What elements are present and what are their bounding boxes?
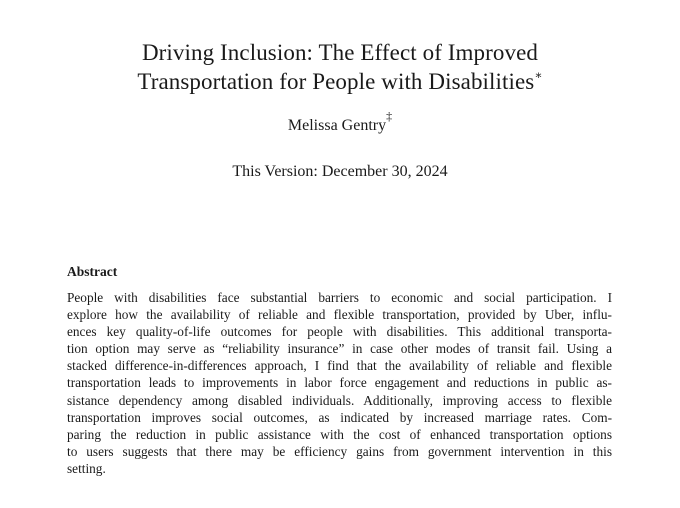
abstract-line: sistance dependency among disabled individuals. Additionally, improving access to flexible [67,392,612,408]
abstract-line: ences key quality-of-life outcomes for people with disabilities. This additional transporta- [67,324,612,340]
paper-title [0,38,680,96]
version-date: This Version: December 30, 2024 [232,163,448,180]
title-line-2 [0,67,680,96]
abstract-body [67,289,612,477]
title-line-2-text: Transportation for People with Disabilities [137,69,535,94]
author-name [0,109,680,136]
abstract-line: setting. [67,460,106,476]
author-name-text: Melissa Gentry [287,117,387,134]
abstract-line: stacked difference-in-differences approach, I find that the availability of reliable and flexible [67,358,612,374]
abstract-line: transportation improves social outcomes, as indicated by increased marriage rates. Com- [67,409,612,425]
abstract-line: transportation leads to improvements in labor force engagement and reductions in public as- [67,375,612,391]
abstract-line: explore how the availability of reliable and flexible transportation, provided by Uber, influ- [67,307,612,323]
abstract-line: tion option may serve as “reliability insurance” in case other modes of transit fail. Using a [67,341,612,357]
title-footnote-marker: ∗ [534,68,543,82]
abstract-line: People with disabilities face substantial barriers to economic and social participation. I [67,290,612,305]
abstract-line: paring the reduction in public assistance with the cost of enhanced transportation options [67,426,612,442]
abstract-heading: Abstract [67,264,118,279]
author-footnote-marker: ‡ [386,109,393,123]
title-line-1: Driving Inclusion: The Effect of Improved [141,40,539,65]
abstract-line: to users suggests that there may be efficiency gains from government intervention in this [67,443,612,459]
